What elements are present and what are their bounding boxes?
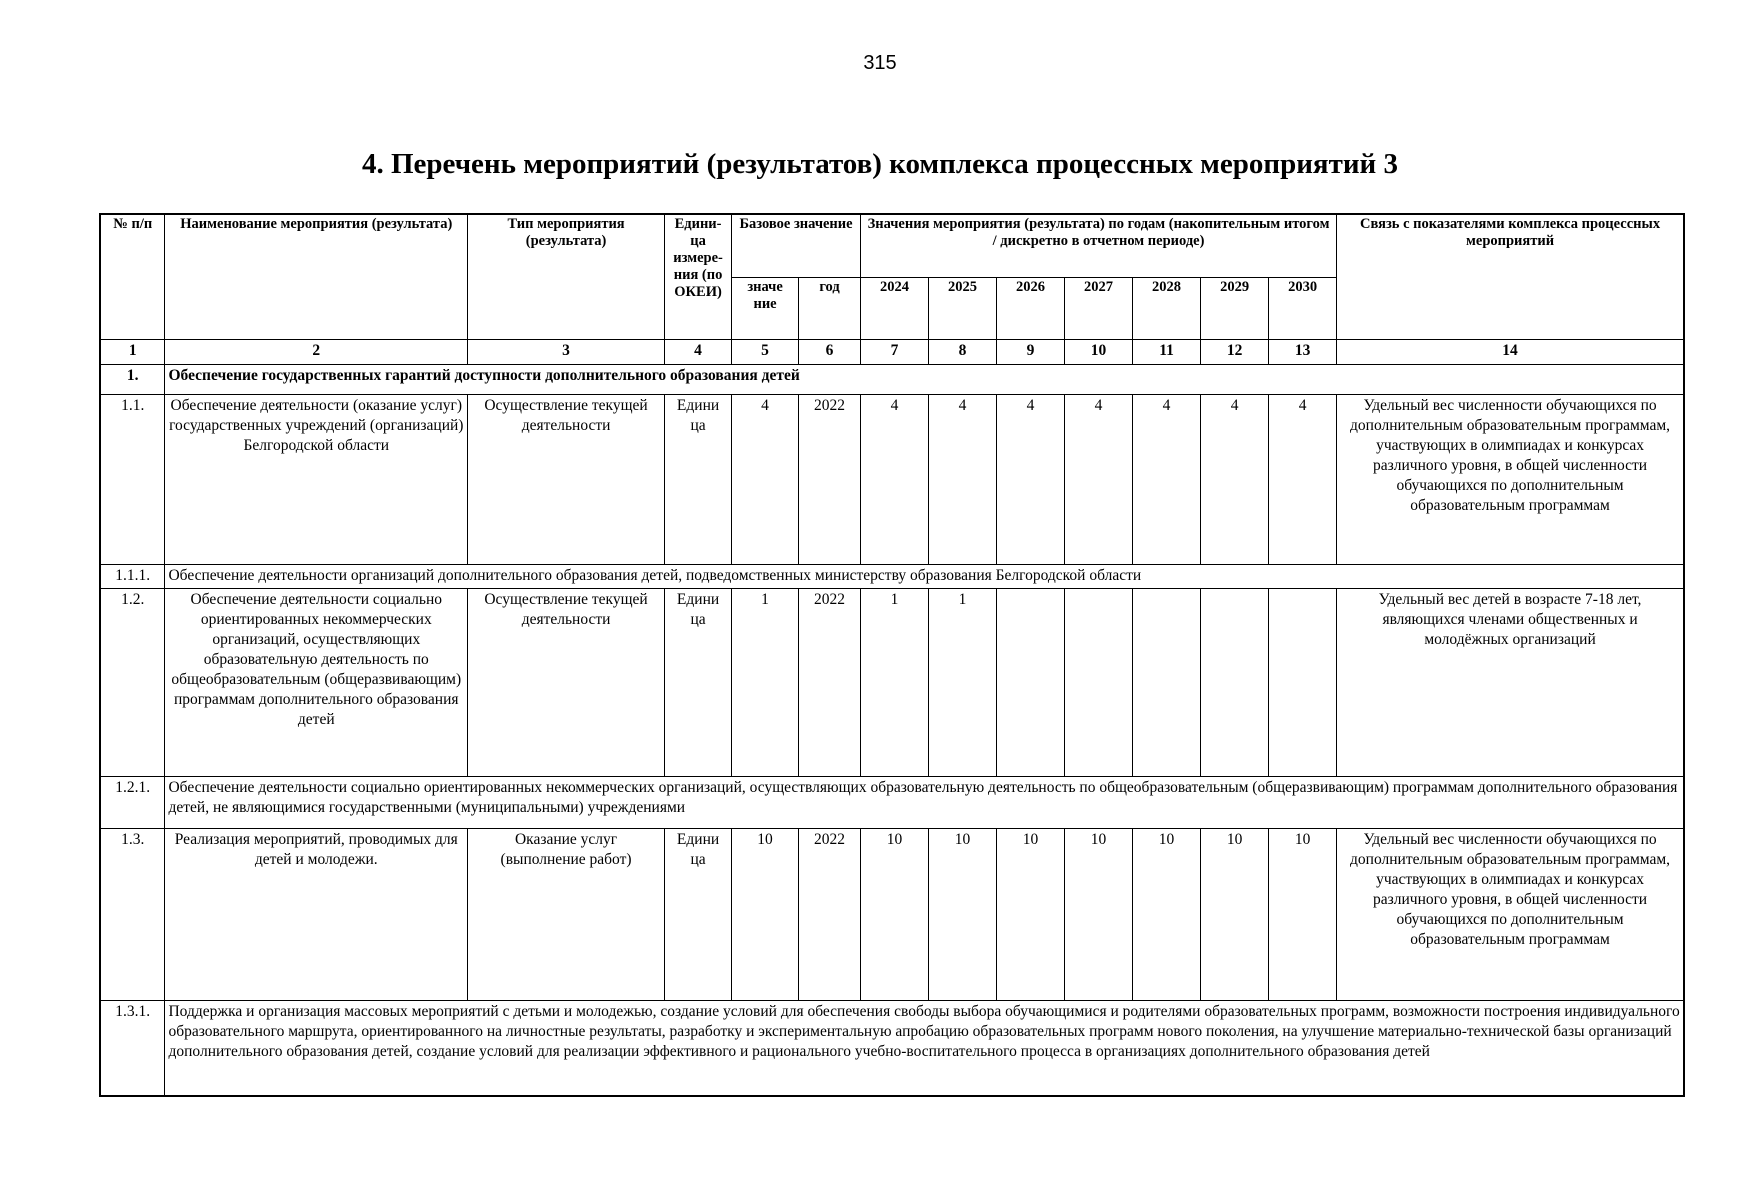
column-number: 9 [997, 339, 1065, 364]
column-number: 6 [799, 339, 861, 364]
header-base-year: год [799, 277, 861, 339]
column-number: 1 [100, 339, 165, 364]
row-base-value: 10 [732, 828, 799, 1000]
header-year: 2027 [1065, 277, 1133, 339]
row-value [1065, 588, 1133, 776]
header-year: 2024 [860, 277, 928, 339]
row-type: Оказание услуг (выполнение работ) [468, 828, 665, 1000]
row-name: Обеспечение деятельности социально ориентированных некоммерческих организаций, осуществляющих образовательную деятельность по общеобразовательным (общеразвивающим) программам дополнительного образования детей [165, 588, 468, 776]
row-value: 10 [1133, 828, 1201, 1000]
row-value: 4 [1269, 394, 1337, 564]
row-name: Обеспечение деятельности (оказание услуг) государственных учреждений (организаций) Белгородской области [165, 394, 468, 564]
column-number: 10 [1065, 339, 1133, 364]
header-type: Тип мероприятия (результата) [468, 214, 665, 339]
row-value: 10 [1269, 828, 1337, 1000]
sub-row-num: 1.3.1. [100, 1000, 165, 1096]
events-table [99, 213, 1685, 1097]
row-base-value: 4 [732, 394, 799, 564]
table-row [100, 588, 1684, 776]
sub-row [100, 776, 1684, 828]
row-value [1133, 588, 1201, 776]
header-year: 2025 [929, 277, 997, 339]
row-value [1269, 588, 1337, 776]
sub-row [100, 564, 1684, 588]
row-link: Удельный вес детей в возрасте 7-18 лет, являющихся членами общественных и молодёжных организаций [1337, 588, 1684, 776]
header-name: Наименование мероприятия (результата) [165, 214, 468, 339]
header-values-by-year: Значения мероприятия (результата) по годам (накопительным итогом / дискретно в отчетном периоде) [860, 214, 1336, 277]
sub-row-text: Обеспечение деятельности организаций дополнительного образования детей, подведомственных министерству образования Белгородской области [165, 564, 1684, 588]
column-number: 4 [665, 339, 732, 364]
row-value: 10 [997, 828, 1065, 1000]
header-year: 2026 [997, 277, 1065, 339]
section-row [100, 364, 1684, 394]
column-number: 5 [732, 339, 799, 364]
row-base-value: 1 [732, 588, 799, 776]
sub-row [100, 1000, 1684, 1096]
sub-row-text: Поддержка и организация массовых мероприятий с детьми и молодежью, создание условий для обеспечения свободы выбора обучающимися и родителями образовательных программ, возможности построения индивидуального образовательного маршрута, ориентированного на личностные результаты, разработку и экспериментальную апробацию образовательных программ нового поколения, на улучшение материально-технической базы организаций дополнительного образования детей, создание условий для реализации эффективного и рационального учебно-воспитательного процесса в организациях дополнительного образования детей [165, 1000, 1684, 1096]
row-base-year: 2022 [799, 828, 861, 1000]
column-number: 7 [860, 339, 928, 364]
row-unit: Едини ца [665, 828, 732, 1000]
header-year: 2028 [1133, 277, 1201, 339]
row-value: 1 [860, 588, 928, 776]
row-type: Осуществление текущей деятельности [468, 588, 665, 776]
row-link: Удельный вес численности обучающихся по дополнительным образовательным программам, участвующих в олимпиадах и конкурсах различного уровня, в общей численности обучающихся по дополнительным образовательным программам [1337, 828, 1684, 1000]
row-value: 4 [860, 394, 928, 564]
row-value: 10 [1065, 828, 1133, 1000]
table-row [100, 394, 1684, 564]
row-value: 1 [929, 588, 997, 776]
column-number: 12 [1201, 339, 1269, 364]
row-value: 10 [929, 828, 997, 1000]
column-number: 2 [165, 339, 468, 364]
row-value: 4 [1201, 394, 1269, 564]
section-text: Обеспечение государственных гарантий доступности дополнительного образования детей [165, 364, 1684, 394]
header-base-value: значе ние [732, 277, 799, 339]
header-year: 2030 [1269, 277, 1337, 339]
row-value: 10 [860, 828, 928, 1000]
row-value: 4 [1133, 394, 1201, 564]
row-link: Удельный вес численности обучающихся по дополнительным образовательным программам, участвующих в олимпиадах и конкурсах различного уровня, в общей численности обучающихся по дополнительным образовательным программам [1337, 394, 1684, 564]
column-numbers-row [100, 339, 1684, 364]
row-num: 1.2. [100, 588, 165, 776]
row-type: Осуществление текущей деятельности [468, 394, 665, 564]
sub-row-num: 1.2.1. [100, 776, 165, 828]
row-num: 1.3. [100, 828, 165, 1000]
header-unit: Едини-ца измере-ния (по ОКЕИ) [665, 214, 732, 339]
column-number: 3 [468, 339, 665, 364]
row-value [997, 588, 1065, 776]
row-value [1201, 588, 1269, 776]
header-num: № п/п [100, 214, 165, 339]
row-unit: Едини ца [665, 394, 732, 564]
column-number: 14 [1337, 339, 1684, 364]
section-num: 1. [100, 364, 165, 394]
row-value: 4 [929, 394, 997, 564]
sub-row-text: Обеспечение деятельности социально ориентированных некоммерческих организаций, осуществляющих образовательную деятельность по общеобразовательным (общеразвивающим) программам дополнительного образования детей, не являющимися государственными (муниципальными) учреждениями [165, 776, 1684, 828]
header-link: Связь с показателями комплекса процессных мероприятий [1337, 214, 1684, 339]
row-base-year: 2022 [799, 588, 861, 776]
row-unit: Едини ца [665, 588, 732, 776]
column-number: 13 [1269, 339, 1337, 364]
row-base-year: 2022 [799, 394, 861, 564]
row-num: 1.1. [100, 394, 165, 564]
row-value: 10 [1201, 828, 1269, 1000]
row-value: 4 [997, 394, 1065, 564]
row-value: 4 [1065, 394, 1133, 564]
column-number: 11 [1133, 339, 1201, 364]
column-number: 8 [929, 339, 997, 364]
page-title: 4. Перечень мероприятий (результатов) комплекса процессных мероприятий 3 [361, 148, 1399, 180]
header-base: Базовое значение [732, 214, 861, 277]
table-row [100, 828, 1684, 1000]
header-year: 2029 [1201, 277, 1269, 339]
sub-row-num: 1.1.1. [100, 564, 165, 588]
row-name: Реализация мероприятий, проводимых для детей и молодежи. [165, 828, 468, 1000]
page-number: 315 [863, 52, 897, 74]
